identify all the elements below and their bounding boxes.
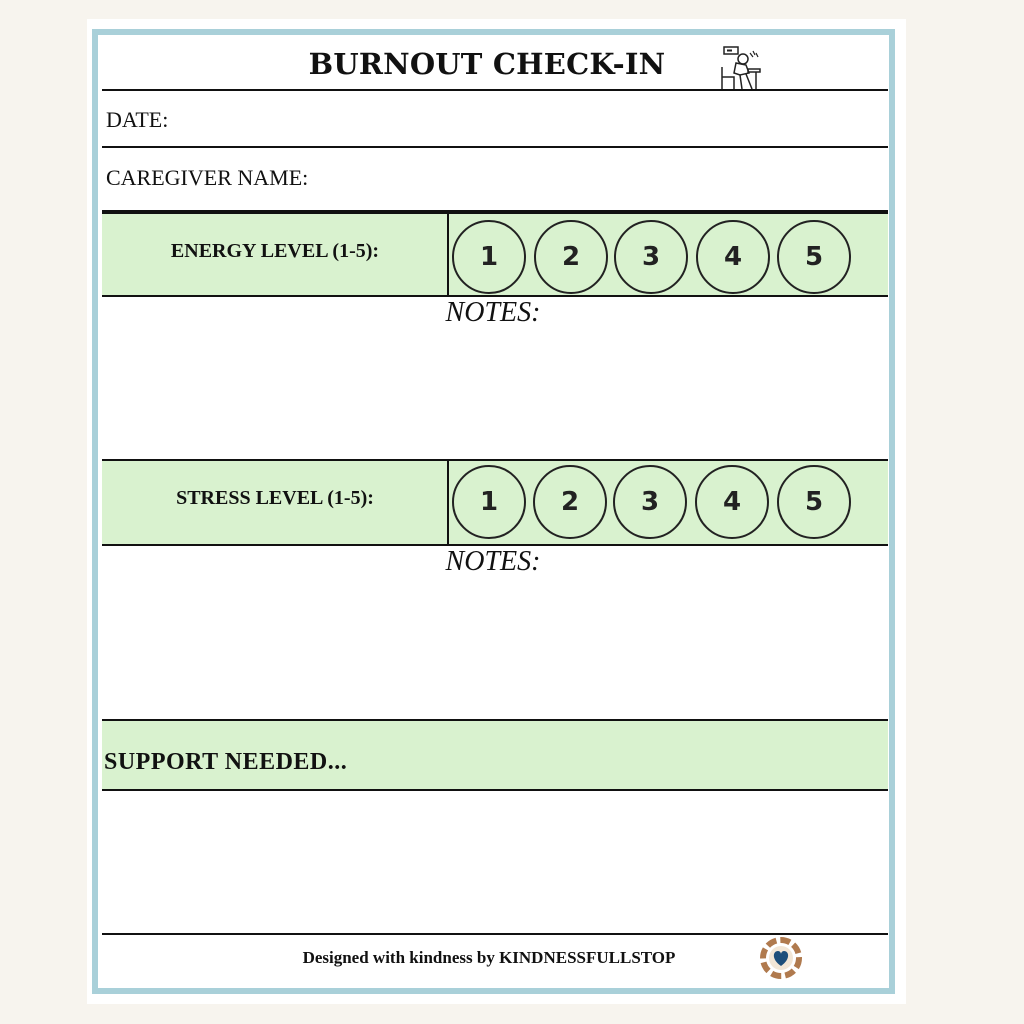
stress-level-label: STRESS LEVEL (1-5): <box>176 487 374 509</box>
footer-credit: Designed with kindness by KINDNESSFULLSTOP <box>302 948 676 967</box>
form-title: BURNOUT CHECK-IN <box>308 47 666 81</box>
stress-rating-5[interactable]: 5 <box>777 465 851 539</box>
energy-rating-4[interactable]: 4 <box>696 220 770 294</box>
stress-rating-2[interactable]: 2 <box>533 465 607 539</box>
energy-rating-1[interactable]: 1 <box>452 220 526 294</box>
divider <box>102 146 888 148</box>
energy-level-label: ENERGY LEVEL (1-5): <box>170 240 380 262</box>
burnout-person-at-desk-icon <box>718 45 762 91</box>
caregiver-name-label: CAREGIVER NAME: <box>106 165 309 190</box>
date-label: DATE: <box>106 107 169 132</box>
divider <box>102 89 888 91</box>
hands-heart-icon <box>758 935 804 981</box>
divider <box>102 789 888 791</box>
energy-rating-5[interactable]: 5 <box>777 220 851 294</box>
stress-rating-1[interactable]: 1 <box>452 465 526 539</box>
energy-rating-3[interactable]: 3 <box>614 220 688 294</box>
support-needed-label: SUPPORT NEEDED... <box>104 749 348 775</box>
form <box>102 39 888 984</box>
stress-notes-label: NOTES: <box>445 546 541 577</box>
energy-notes-label: NOTES: <box>445 297 541 328</box>
stress-rating-4[interactable]: 4 <box>695 465 769 539</box>
divider <box>447 214 449 296</box>
divider <box>447 461 449 544</box>
energy-rating-2[interactable]: 2 <box>534 220 608 294</box>
stress-rating-3[interactable]: 3 <box>613 465 687 539</box>
